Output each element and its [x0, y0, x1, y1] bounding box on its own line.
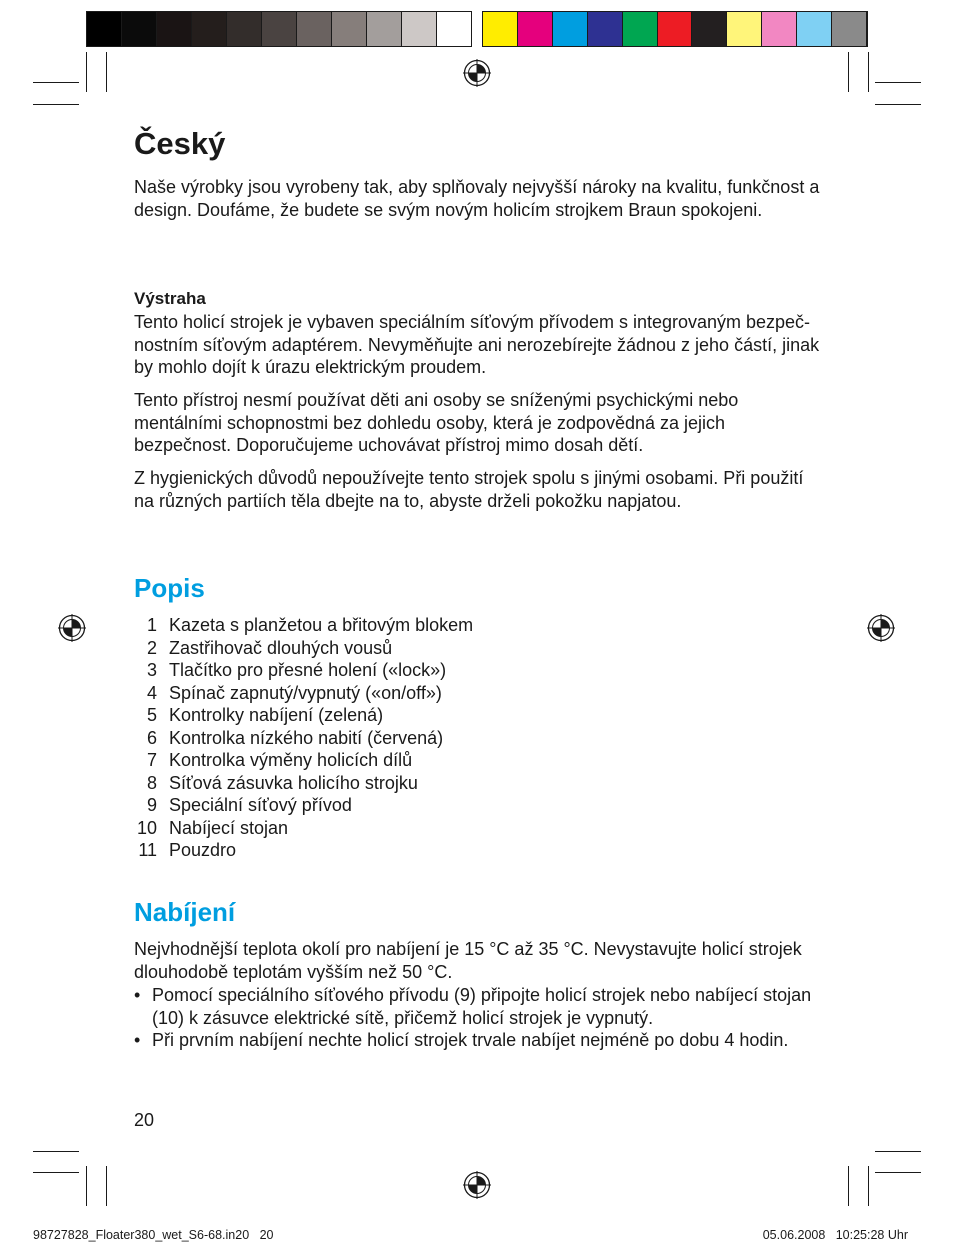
bullet-item: • Pomocí speciálního síťového přívodu (9) připojte holicí strojek nebo nabíjecí stojan (10) k zásuvce elektrické sítě, přičemž holicí strojek je vypnutý.: [134, 984, 824, 1029]
part-label: Kazeta s planžetou a břitovým blokem: [169, 615, 474, 635]
part-label: Síťová zásuvka holicího strojku: [169, 772, 418, 793]
part-number: 11: [138, 840, 157, 860]
color-swatch: [332, 12, 367, 46]
crop-mark: [106, 1166, 107, 1206]
parts-list-item: [134, 727, 473, 750]
color-swatch: [402, 12, 437, 46]
color-swatch: [588, 12, 623, 46]
charging-bullet-list: [134, 984, 824, 1052]
color-swatch: [192, 12, 227, 46]
crop-mark: [875, 82, 921, 83]
color-swatch: [727, 12, 762, 46]
color-swatch: [518, 12, 553, 46]
crop-mark: [875, 1151, 921, 1152]
parts-list: [134, 614, 473, 862]
crop-mark: [868, 52, 869, 92]
charging-intro: Nejvhodnější teplota okolí pro nabíjení je 15 °C až 35 °C. Nevystavujte holicí strojek dlouhodobě teplotám vyšším než 50 °C.: [134, 939, 802, 982]
part-label: Pouzdro: [169, 840, 237, 860]
color-swatch: [797, 12, 832, 46]
parts-list-item: [134, 704, 473, 727]
crop-mark: [33, 1151, 79, 1152]
registration-mark-icon: [867, 614, 895, 642]
part-number: 3: [146, 660, 157, 680]
crop-mark: [106, 52, 107, 92]
part-label: Kontrolka výměny holicích dílů: [169, 750, 413, 770]
color-swatch: [227, 12, 262, 46]
footer-date-info: 05.06.2008 10:25:28 Uhr: [762, 1228, 908, 1242]
part-label: Tlačítko pro přesné holení («lock»): [169, 660, 447, 680]
intro-paragraph: Naše výrobky jsou vyrobeny tak, aby splňovaly nejvyšší nároky na kvalitu, funkčnost a design. Doufáme, že budete se svým novým holicím strojkem Braun spokojeni.: [134, 177, 820, 220]
part-number: 5: [146, 705, 157, 725]
part-number: 4: [146, 682, 157, 703]
warning-paragraph: Tento přístroj nesmí používat děti ani osoby se sníženými psychickými nebo mentálními schopnostmi bez dohledu osoby, která je zodpovědná za jejich bezpečnost. Doporučujeme uchovávat přístroj mimo dosah dětí.: [134, 390, 739, 456]
warning-heading: Výstraha: [134, 289, 206, 308]
color-swatch: [658, 12, 693, 46]
color-swatch: [122, 12, 157, 46]
part-label: Zastřihovač dlouhých vousů: [169, 637, 393, 658]
parts-list-item: [134, 772, 473, 795]
warning-paragraph: Z hygienických důvodů nepoužívejte tento strojek spolu s jinými osobami. Při použití na různých partiích těla dbejte na to, abyste drželi pokožku napjatou.: [134, 468, 804, 511]
crop-mark: [848, 52, 849, 92]
parts-list-item: [134, 614, 473, 637]
color-swatch: [367, 12, 402, 46]
page-number: 20: [134, 1110, 155, 1130]
warning-paragraph: Tento holicí strojek je vybaven speciálním síťovým přívodem s integrovaným bezpeč-nostním síťovým adaptérem. Nevyměňujte ani nerozebírejte žádnou z jeho částí, jinak by mohlo dojít k úrazu elektrickým proudem.: [134, 312, 820, 378]
part-label: Spínač zapnutý/vypnutý («on/off»): [169, 682, 442, 703]
footer-file-info: 98727828_Floater380_wet_S6-68.in20 20: [33, 1228, 274, 1242]
color-swatch: [262, 12, 297, 46]
registration-mark-icon: [463, 1171, 491, 1199]
registration-mark-icon: [463, 59, 491, 87]
bullet-item: • Při prvním nabíjení nechte holicí strojek trvale nabíjet nejméně po dobu 4 hodin.: [134, 1029, 824, 1052]
part-label: Nabíjecí stojan: [169, 817, 289, 838]
color-swatch: [623, 12, 658, 46]
parts-list-item: [134, 659, 473, 682]
grayscale-color-bar: [86, 11, 472, 47]
part-number: 7: [146, 750, 157, 770]
crop-mark: [86, 1166, 87, 1206]
parts-list-item: [134, 749, 473, 772]
parts-list-item: [134, 682, 473, 705]
crop-mark: [868, 1166, 869, 1206]
registration-mark-icon: [58, 614, 86, 642]
crop-mark: [875, 1172, 921, 1173]
part-number: 1: [146, 615, 157, 635]
color-swatch: [87, 12, 122, 46]
color-swatch: [692, 12, 727, 46]
part-number: 9: [146, 795, 157, 815]
parts-list-item: [134, 794, 473, 817]
part-number: 2: [146, 637, 157, 658]
crop-mark: [33, 1172, 79, 1173]
color-swatch: [762, 12, 797, 46]
crop-mark: [86, 52, 87, 92]
color-swatch: [437, 12, 471, 46]
part-number: 10: [136, 817, 157, 838]
color-swatch: [553, 12, 588, 46]
description-heading: Popis: [134, 573, 205, 603]
part-label: Speciální síťový přívod: [169, 795, 352, 815]
color-swatch: [297, 12, 332, 46]
parts-list-item: [134, 839, 473, 862]
crop-mark: [875, 104, 921, 105]
parts-list-item: [134, 637, 473, 660]
color-swatch: [483, 12, 518, 46]
color-swatch: [157, 12, 192, 46]
part-number: 8: [146, 772, 157, 793]
part-label: Kontrolky nabíjení (zelená): [169, 705, 384, 725]
color-swatch: [832, 12, 867, 46]
process-color-bar: [482, 11, 868, 47]
crop-mark: [848, 1166, 849, 1206]
crop-mark: [33, 104, 79, 105]
part-number: 6: [146, 727, 157, 748]
parts-list-item: [134, 817, 473, 840]
part-label: Kontrolka nízkého nabití (červená): [169, 727, 444, 748]
crop-mark: [33, 82, 79, 83]
charging-heading: Nabíjení: [134, 897, 236, 927]
page-title: Český: [134, 126, 226, 161]
